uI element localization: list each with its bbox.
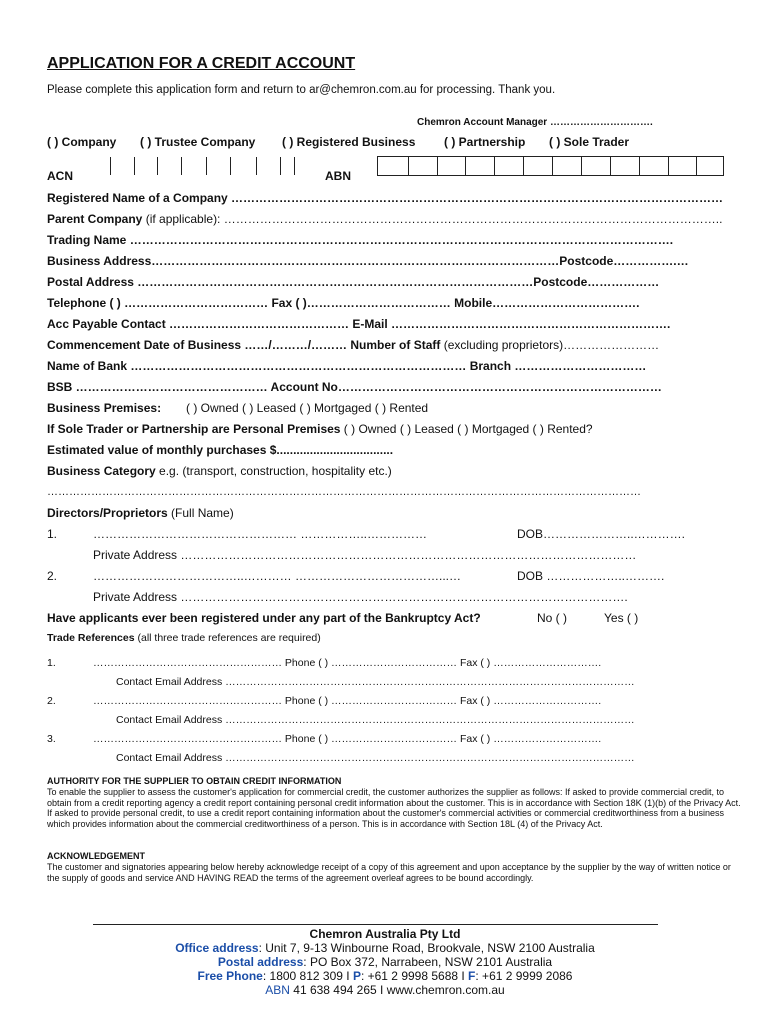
business-category-field[interactable] [47, 464, 392, 478]
authority-heading: AUTHORITY FOR THE SUPPLIER TO OBTAIN CREDIT INFORMATION [47, 776, 342, 786]
trade-ref-1-field[interactable]: ……………………………………………… Phone ( ) ……………………………… Fax ( ) …………………………. [93, 657, 602, 669]
bankruptcy-yes-checkbox[interactable]: Yes ( ) [604, 611, 639, 625]
acc-payable-email-field[interactable]: Acc Payable Contact ……………………………………… E-Mail ……………………………………………………………. [47, 317, 671, 331]
telephone-fax-mobile-field[interactable]: Telephone ( ) ……………………………… Fax ( )……………………………… Mobile………………………………. [47, 296, 640, 310]
personal-premises-field[interactable] [47, 422, 593, 436]
footer-freephone-label: Free Phone [197, 969, 263, 983]
trade-ref-2-field[interactable]: ……………………………………………… Phone ( ) ……………………………… Fax ( ) …………………………. [93, 695, 602, 707]
business-category-label: Business Category [47, 464, 156, 478]
bankruptcy-question: Have applicants ever been registered under any part of the Bankruptcy Act? [47, 611, 481, 625]
intro-text: Please complete this application form and return to ar@chemron.com.au for processing. Thank you. [47, 84, 556, 96]
footer-abn-label: ABN [265, 983, 290, 997]
footer-company: Chemron Australia Pty Ltd [309, 927, 461, 941]
business-address-field[interactable]: Business Address…………………………………………………………………………………………Postcode…………….… [47, 254, 689, 268]
acknowledgement-heading: ACKNOWLEDGEMENT [47, 851, 145, 861]
parent-company-label: Parent Company [47, 212, 143, 226]
acn-label: ACN [47, 169, 73, 183]
trade-ref-1-number: 1. [47, 657, 56, 669]
trade-ref-3-field[interactable]: ……………………………………………… Phone ( ) ……………………………… Fax ( ) …………………………. [93, 733, 602, 745]
trading-name-field[interactable]: Trading Name ………………………………………………………………………………………………………………………. [47, 233, 674, 247]
trade-references-heading [47, 631, 321, 645]
footer-postal-address [0, 955, 770, 970]
entity-registered-checkbox[interactable]: ( ) Registered Business [282, 135, 416, 149]
staff-line: (excluding proprietors)…………………… [440, 338, 660, 352]
footer-office-value: : Unit 7, 9-13 Winbourne Road, Brookvale, NSW 2100 Australia [258, 941, 595, 955]
business-premises-label: Business Premises: [47, 401, 162, 415]
footer-office-address [0, 941, 770, 956]
entity-company-checkbox[interactable]: ( ) Company [47, 135, 117, 149]
director-1-number: 1. [47, 527, 58, 541]
trade-ref-3-email-field[interactable]: Contact Email Address ……………………………………………………………………………………………………… [116, 752, 635, 764]
personal-premises-label: If Sole Trader or Partnership are Personal Premises [47, 422, 341, 436]
authority-text: To enable the supplier to assess the customer's application for commercial credit, the customer authorizes the supplier as follows: If asked to provide commercial credit, to obtain from a credit reporting agency a credit report containing personal credit information about the customer. This is in accordance with Section 18K (1)(b) of the Privacy Act. If asked to provide personal credit, to use a credit report containing information about the customer's commercial activities or commercial creditworthiness from a business which provides information about the commercial creditworthiness of a person. This is in accordance with Section 18L (4) of the Privacy Act. [47, 787, 741, 829]
entity-sole-trader-checkbox[interactable]: ( ) Sole Trader [549, 135, 630, 149]
trade-references-label: Trade References [47, 632, 135, 644]
business-category-hint: e.g. (transport, construction, hospitality etc.) [155, 464, 392, 478]
trade-ref-3-number: 3. [47, 733, 56, 745]
abn-label: ABN [325, 169, 351, 183]
footer-office-label: Office address [175, 941, 259, 955]
footer-postal-label: Postal address [217, 955, 304, 969]
trade-ref-2-number: 2. [47, 695, 56, 707]
entity-trustee-checkbox[interactable]: ( ) Trustee Company [140, 135, 256, 149]
director-2-dob-field[interactable]: DOB ………………..………. [517, 569, 665, 583]
footer-freephone-value: : 1800 812 309 I [262, 969, 353, 983]
footer-abn-web [0, 983, 770, 998]
directors-heading [47, 506, 234, 520]
registered-name-field[interactable]: Registered Name of a Company …………………………………………………………………………………………………………… [47, 191, 724, 205]
account-manager-field[interactable]: Chemron Account Manager …………………………. [417, 117, 653, 128]
director-2-name-field[interactable]: ………………………………..………… ………………………………...… [93, 569, 462, 583]
parent-company-line: (if applicable): …………………………………………………………………………………………………………….. [142, 212, 723, 226]
director-1-name-field[interactable]: …………………………………………… ……………..…………… [93, 527, 428, 541]
commencement-staff-field[interactable] [47, 338, 659, 352]
director-1-address-field[interactable] [93, 548, 636, 562]
directors-label: Directors/Proprietors [47, 506, 168, 520]
postal-address-field[interactable]: Postal Address ………………………………………………………………………………………Postcode……………… [47, 275, 660, 289]
footer-f-label: F [468, 969, 476, 983]
footer-divider [93, 924, 658, 925]
footer-postal-value: : PO Box 372, Narrabeen, NSW 2101 Australia [303, 955, 553, 969]
bank-branch-field[interactable]: Name of Bank ………………………………………………………………………… Branch …………………………… [47, 359, 647, 373]
bsb-account-field[interactable]: BSB ………………………………………… Account No……………………………………………………………………… [47, 380, 662, 394]
director-1-address-line: …………………………………………………………………………………………………… [180, 548, 637, 562]
commencement-label: Commencement Date of Business ……/………/……… Number of Staff [47, 338, 441, 352]
footer-abn-value: 41 638 494 265 I www.chemron.com.au [289, 983, 505, 997]
footer-p-value: : +61 2 9998 5688 I [360, 969, 469, 983]
footer-p-label: P [352, 969, 361, 983]
director-1-address-label: Private Address [93, 548, 178, 562]
bankruptcy-no-checkbox[interactable]: No ( ) [537, 611, 567, 625]
footer-f-value: : +61 2 9999 2086 [475, 969, 573, 983]
business-premises-options[interactable]: ( ) Owned ( ) Leased ( ) Mortgaged ( ) Rented [186, 401, 429, 415]
business-category-line[interactable]: ……………………………………………………………………………………………………………………………………………… [47, 486, 641, 498]
monthly-purchases-field[interactable]: Estimated value of monthly purchases $................................... [47, 443, 394, 457]
trade-ref-2-email-field[interactable]: Contact Email Address ……………………………………………………………………………………………………… [116, 714, 635, 726]
personal-premises-options: ( ) Owned ( ) Leased ( ) Mortgaged ( ) Rented? [340, 422, 593, 436]
director-2-number: 2. [47, 569, 58, 583]
trade-references-hint: (all three trade references are required) [134, 632, 321, 644]
director-2-address-line: …………………………………………………………………………………………………. [180, 590, 628, 604]
director-2-address-label: Private Address [93, 590, 178, 604]
director-1-dob-field[interactable]: DOB…………………..…………. [517, 527, 686, 541]
entity-partnership-checkbox[interactable]: ( ) Partnership [444, 135, 526, 149]
directors-hint: (Full Name) [167, 506, 234, 520]
director-2-address-field[interactable] [93, 590, 628, 604]
parent-company-field[interactable] [47, 212, 722, 226]
abn-digit-boxes[interactable] [377, 156, 724, 176]
page-title: APPLICATION FOR A CREDIT ACCOUNT [47, 55, 356, 72]
trade-ref-1-email-field[interactable]: Contact Email Address ……………………………………………………………………………………………………… [116, 676, 635, 688]
acknowledgement-text: The customer and signatories appearing below hereby acknowledge receipt of a copy of this agreement and upon acceptance by the supplier by the way of written notice or the supply of goods and service AND HAVING READ the terms of the agreement overleaf agrees to be bound accordingly. [47, 862, 731, 883]
footer-phones [0, 969, 770, 984]
